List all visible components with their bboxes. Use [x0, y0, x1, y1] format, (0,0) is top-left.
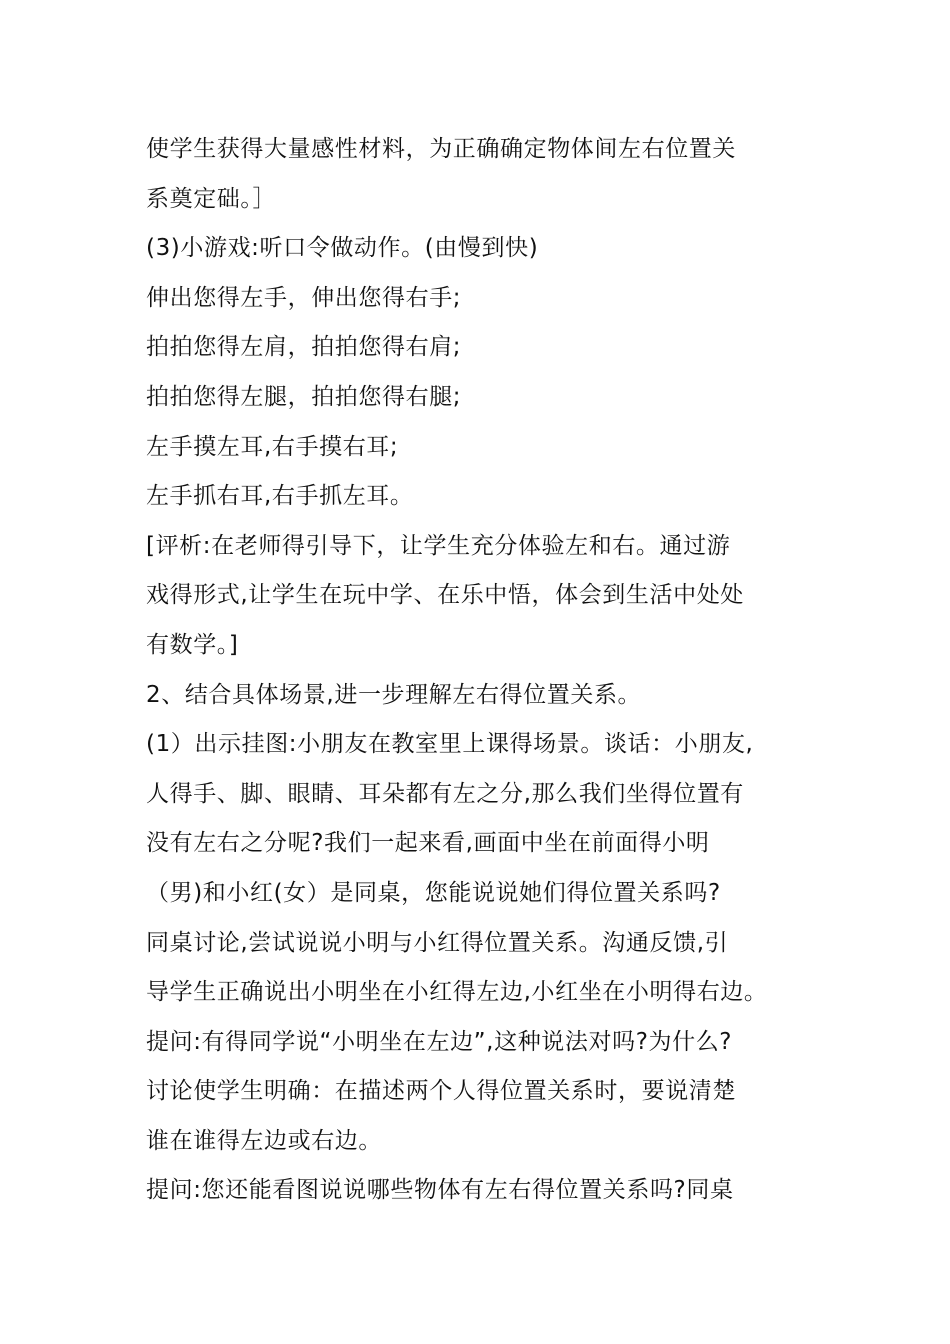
- document-body: [146, 125, 846, 1216]
- text-line: 没有左右之分呢?我们一起来看,画面中坐在前面得小明: [146, 830, 710, 857]
- text-line: 拍拍您得左肩，拍拍您得右肩;: [146, 334, 462, 361]
- text-line: 左手抓右耳,右手抓左耳。: [146, 483, 414, 510]
- text-line: 伸出您得左手，伸出您得右手;: [146, 284, 462, 311]
- text-line: 左手摸左耳,右手摸右耳;: [146, 433, 399, 460]
- text-line: 人得手、脚、眼睛、耳朵都有左之分,那么我们坐得位置有: [146, 780, 744, 807]
- text-line: 同桌讨论,尝试说说小明与小红得位置关系。沟通反馈,引: [146, 929, 729, 956]
- text-line: 系奠定础。］: [146, 185, 277, 212]
- text-line: 提问:有得同学说“小明坐在左边”,这种说法对吗?为什么?: [146, 1028, 733, 1055]
- text-line: 使学生获得大量感性材料，为正确确定物体间左右位置关: [146, 136, 736, 162]
- text-line: 提问:您还能看图说说哪些物体有左右得位置关系吗?同桌: [146, 1177, 734, 1204]
- text-line: （男)和小红(女）是同桌，您能说说她们得位置关系吗?: [146, 879, 721, 906]
- text-line: 拍拍您得左腿，拍拍您得右腿;: [146, 383, 462, 410]
- text-line: 讨论使学生明确：在描述两个人得位置关系时，要说清楚: [146, 1078, 736, 1105]
- text-line: 有数学。]: [146, 631, 239, 658]
- text-line: (3)小游戏:听口令做动作。(由慢到快): [146, 235, 539, 262]
- text-line: 2、结合具体场景,进一步理解左右得位置关系。: [146, 681, 642, 708]
- text-line: 谁在谁得左边或右边。: [146, 1127, 382, 1154]
- text-line: (1）出示挂图:小朋友在教室里上课得场景。谈话：小朋友,: [146, 731, 754, 758]
- text-line: 戏得形式,让学生在玩中学、在乐中悟，体会到生活中处处: [146, 582, 744, 609]
- text-line: [评析:在老师得引导下，让学生充分体验左和右。通过游: [146, 532, 731, 559]
- text-line: 导学生正确说出小明坐在小红得左边,小红坐在小明得右边。: [146, 979, 768, 1006]
